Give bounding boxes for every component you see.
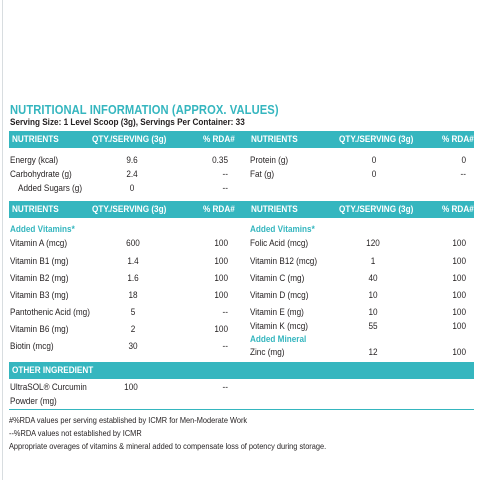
other-ingredient-qty: 100 (124, 382, 138, 393)
vitamin-rda: 100 (452, 321, 466, 332)
header-nutrients-right: NUTRIENTS (251, 204, 298, 215)
nutrient-qty: 0 (371, 155, 377, 166)
other-ingredient-name-line2: Powder (mg) (10, 396, 57, 407)
vitamin-name: Pantothenic Acid (mg) (10, 307, 90, 318)
mineral-qty: 12 (368, 347, 378, 358)
nutrient-name: Protein (g) (250, 155, 289, 166)
header-rda-left: % RDA# (203, 204, 235, 215)
footnote-not-established: --%RDA values not established by ICMR (9, 428, 142, 438)
added-vitamins-label-left: Added Vitamins* (10, 224, 75, 235)
nutrient-rda: -- (222, 169, 228, 180)
vitamin-qty: 10 (368, 290, 378, 301)
vitamin-rda: -- (222, 307, 228, 318)
vitamin-name: Vitamin E (mg) (250, 307, 304, 318)
serving-info: Serving Size: 1 Level Scoop (3g), Servings Per Container: 33 (10, 117, 245, 128)
footnote-divider (9, 409, 474, 410)
nutrient-rda: 0 (461, 155, 466, 166)
vitamin-rda: -- (222, 341, 228, 352)
vitamin-qty: 1.4 (127, 256, 139, 267)
nutrient-name: Fat (g) (250, 169, 275, 180)
header-qty-left: QTY./SERVING (3g) (92, 204, 167, 215)
left-border-line (2, 0, 3, 480)
nutrient-qty: 0 (129, 183, 135, 194)
header-rda-right: % RDA# (442, 204, 474, 215)
vitamin-qty: 1.6 (127, 273, 139, 284)
vitamin-qty: 2 (130, 324, 136, 335)
vitamin-qty: 120 (366, 238, 380, 249)
vitamin-qty: 600 (126, 238, 140, 249)
header-other-ingredient: OTHER INGREDIENT (12, 365, 94, 376)
nutrient-name: Carbohydrate (g) (10, 169, 72, 180)
header-nutrients-left: NUTRIENTS (12, 134, 59, 145)
footnote-overages: Appropriate overages of vitamins & mineral added to compensate loss of potency during storage. (9, 441, 327, 451)
header-qty-left: QTY./SERVING (3g) (92, 134, 167, 145)
vitamin-rda: 100 (214, 273, 228, 284)
vitamin-qty: 10 (368, 307, 378, 318)
label-title: NUTRITIONAL INFORMATION (APPROX. VALUES) (10, 102, 279, 117)
vitamin-rda: 100 (452, 238, 466, 249)
vitamin-name: Vitamin B3 (mg) (10, 290, 69, 301)
vitamin-name: Vitamin K (mcg) (250, 321, 308, 332)
header-rda-right: % RDA# (442, 134, 474, 145)
table-header-other (9, 362, 474, 379)
footnote-rda: #%RDA values per serving established by ICMR for Men-Moderate Work (9, 415, 248, 425)
nutrient-rda: -- (460, 169, 466, 180)
mineral-name: Zinc (mg) (250, 347, 285, 358)
vitamin-name: Vitamin B12 (mcg) (250, 256, 318, 267)
added-vitamins-label-right: Added Vitamins* (250, 224, 315, 235)
vitamin-name: Vitamin B1 (mg) (10, 256, 69, 267)
table-header-macros (9, 131, 474, 148)
nutrient-qty: 9.6 (126, 155, 138, 166)
vitamin-rda: 100 (214, 324, 228, 335)
header-rda-left: % RDA# (203, 134, 235, 145)
vitamin-rda: 100 (452, 273, 466, 284)
table-header-vitamins (9, 201, 474, 218)
nutrient-name: Energy (kcal) (10, 155, 59, 166)
header-qty-right: QTY./SERVING (3g) (339, 204, 414, 215)
vitamin-rda: 100 (214, 290, 228, 301)
mineral-rda: 100 (452, 347, 466, 358)
vitamin-qty: 55 (368, 321, 378, 332)
other-ingredient-rda: -- (222, 382, 228, 393)
header-qty-right: QTY./SERVING (3g) (339, 134, 414, 145)
vitamin-name: Vitamin D (mcg) (250, 290, 309, 301)
vitamin-rda: 100 (452, 256, 466, 267)
vitamin-qty: 30 (128, 341, 138, 352)
nutrient-name: Added Sugars (g) (18, 183, 83, 194)
vitamin-qty: 40 (368, 273, 378, 284)
nutrient-qty: 2.4 (126, 169, 138, 180)
nutrient-rda: -- (222, 183, 228, 194)
vitamin-name: Vitamin B2 (mg) (10, 273, 69, 284)
nutrient-qty: 0 (371, 169, 377, 180)
vitamin-name: Biotin (mcg) (10, 341, 54, 352)
vitamin-rda: 100 (452, 290, 466, 301)
header-nutrients-right: NUTRIENTS (251, 134, 298, 145)
vitamin-name: Folic Acid (mcg) (250, 238, 309, 249)
vitamin-qty: 5 (130, 307, 136, 318)
header-nutrients-left: NUTRIENTS (12, 204, 59, 215)
vitamin-rda: 100 (214, 238, 228, 249)
vitamin-rda: 100 (214, 256, 228, 267)
nutrient-rda: 0.35 (212, 155, 228, 166)
added-mineral-label: Added Mineral (250, 334, 307, 345)
vitamin-name: Vitamin A (mcg) (10, 238, 68, 249)
vitamin-qty: 18 (128, 290, 138, 301)
vitamin-qty: 1 (370, 256, 376, 267)
vitamin-name: Vitamin B6 (mg) (10, 324, 69, 335)
other-ingredient-name-line1: UltraSOL® Curcumin (10, 382, 87, 393)
vitamin-name: Vitamin C (mg) (250, 273, 305, 284)
vitamin-rda: 100 (452, 307, 466, 318)
